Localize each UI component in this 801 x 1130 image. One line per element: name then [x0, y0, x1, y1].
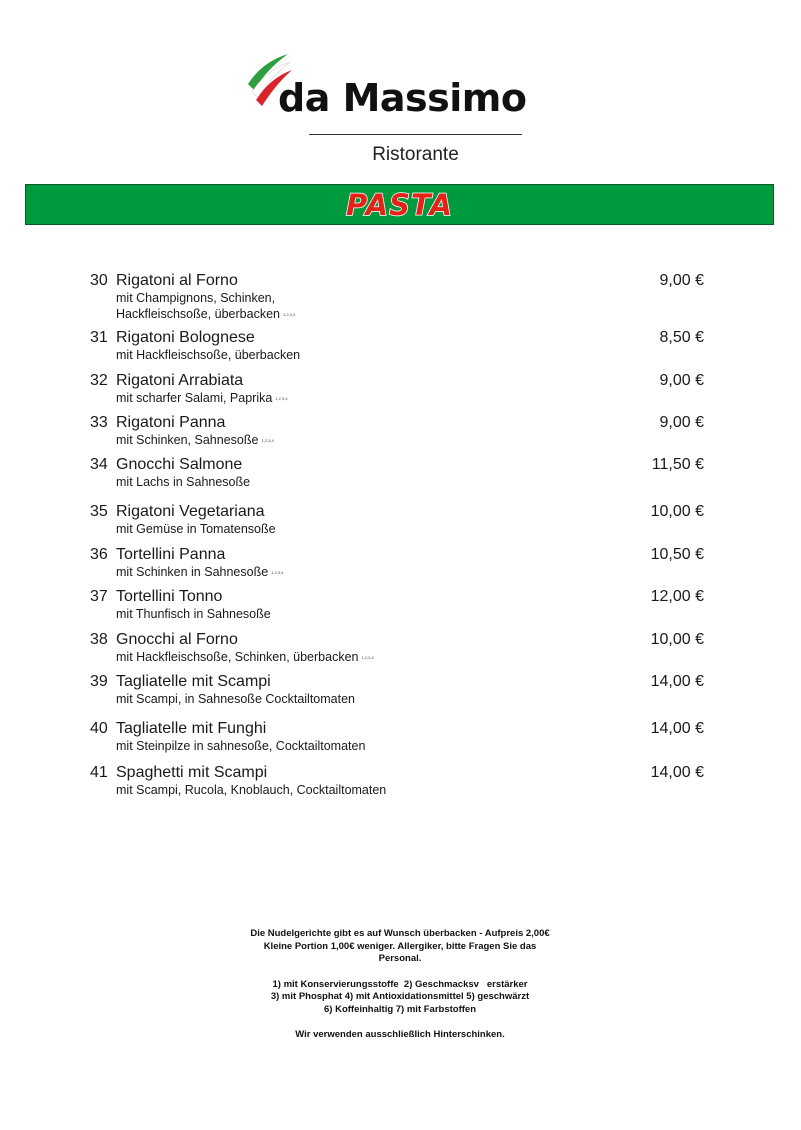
- item-description-line: [116, 738, 365, 754]
- ham-note: Wir verwenden ausschließlich Hinterschinken.: [295, 1029, 505, 1040]
- item-number: 30: [90, 272, 108, 289]
- item-description-line: [116, 432, 274, 449]
- item-description-text: mit Gemüse in Tomatensoße: [116, 522, 276, 536]
- item-description-text: mit scharfer Salami, Paprika: [116, 391, 273, 405]
- pasta-note-line: Die Nudelgerichte gibt es auf Wunsch überbacken - Aufpreis 2,00€: [250, 928, 550, 939]
- item-name: Gnocchi Salmone: [116, 456, 243, 473]
- item-description-line: [116, 306, 295, 323]
- allergen-codes: 1,2,3,4: [275, 396, 288, 401]
- item-description: [116, 649, 374, 666]
- item-name: Tagliatelle mit Scampi: [116, 673, 271, 690]
- additives-legend: [200, 979, 600, 1017]
- item-number: 31: [90, 329, 108, 346]
- pasta-note: [200, 928, 600, 966]
- item-name: Tagliatelle mit Funghi: [116, 720, 267, 737]
- item-price: 9,00 €: [659, 414, 704, 431]
- item-number: 37: [90, 588, 108, 605]
- item-description: [116, 432, 274, 449]
- restaurant-subtitle: Ristorante: [372, 144, 459, 165]
- item-description-line: [116, 782, 386, 798]
- item-description-text: Hackfleischsoße, überbacken: [116, 307, 280, 321]
- item-price: 9,00 €: [659, 272, 704, 289]
- allergen-codes: 1,2,3,4: [271, 570, 284, 575]
- item-price: 14,00 €: [650, 720, 704, 737]
- item-description-line: [116, 564, 283, 581]
- section-banner: [25, 184, 774, 225]
- item-description-text: mit Hackfleischsoße, überbacken: [116, 348, 301, 362]
- allergen-codes: 1,2,3,4: [282, 312, 296, 317]
- pasta-note-line: Personal.: [378, 953, 422, 964]
- item-price: 11,50 €: [651, 456, 704, 473]
- logo-name: da Massimo: [278, 76, 527, 120]
- item-description-text: mit Scampi, in Sahnesoße Cocktailtomaten: [116, 692, 355, 706]
- item-name: Rigatoni Arrabiata: [116, 372, 244, 389]
- item-price: 14,00 €: [650, 764, 704, 781]
- item-price: 10,00 €: [650, 631, 704, 648]
- additives-line: 3) mit Phosphat 4) mit Antioxidationsmittel 5) geschwärzt: [270, 991, 530, 1002]
- additives-line: 6) Koffeinhaltig 7) mit Farbstoffen: [324, 1003, 476, 1015]
- logo-divider: [309, 134, 522, 135]
- item-description: [116, 390, 288, 407]
- item-description-text: mit Thunfisch in Sahnesoße: [116, 607, 271, 621]
- allergen-codes: 1,2,3,4: [261, 438, 274, 443]
- item-description-line: [116, 691, 355, 707]
- item-description-line: [116, 521, 276, 537]
- item-name: Spaghetti mit Scampi: [116, 764, 268, 781]
- item-name: Gnocchi al Forno: [116, 631, 238, 648]
- item-description: [116, 347, 300, 363]
- item-description-text: mit Champignons, Schinken,: [116, 291, 276, 305]
- item-description-line: [116, 606, 271, 622]
- item-price: 10,50 €: [650, 546, 704, 563]
- item-description-line: [116, 390, 288, 407]
- item-number: 33: [90, 414, 108, 431]
- item-description-line: [116, 347, 300, 363]
- item-description: [116, 782, 386, 798]
- allergen-codes: 1,2,3,4: [361, 655, 374, 660]
- item-name: Rigatoni Bolognese: [116, 329, 255, 346]
- item-name: Rigatoni al Forno: [116, 272, 238, 289]
- item-number: 41: [90, 764, 108, 781]
- restaurant-logo: [244, 50, 564, 130]
- item-description: [116, 691, 355, 707]
- item-number: 34: [90, 456, 108, 473]
- item-name: Rigatoni Panna: [116, 414, 226, 431]
- item-number: 32: [90, 372, 108, 389]
- item-description-text: mit Hackfleischsoße, Schinken, überbacken: [116, 650, 359, 664]
- item-description-text: mit Steinpilze in sahnesoße, Cocktailtomaten: [116, 739, 366, 753]
- item-name: Rigatoni Vegetariana: [116, 503, 265, 520]
- footer-notes: [200, 928, 600, 1055]
- section-title: PASTA: [346, 188, 453, 222]
- item-number: 38: [90, 631, 108, 648]
- item-price: 12,00 €: [650, 588, 704, 605]
- item-price: 14,00 €: [650, 673, 704, 690]
- item-description-text: mit Schinken in Sahnesoße: [116, 565, 269, 579]
- item-description-text: mit Schinken, Sahnesoße: [116, 433, 259, 447]
- item-description: [116, 474, 250, 490]
- additives-line: 1) mit Konservierungsstoffe 2) Geschmacksv erstärker: [272, 978, 528, 990]
- item-number: 39: [90, 673, 108, 690]
- item-description-text: mit Lachs in Sahnesoße: [116, 475, 251, 489]
- item-price: 10,00 €: [650, 503, 704, 520]
- item-number: 40: [90, 720, 108, 737]
- item-description-text: mit Scampi, Rucola, Knoblauch, Cocktailtomaten: [116, 783, 387, 797]
- pasta-note-line: Kleine Portion 1,00€ weniger. Allergiker, bitte Fragen Sie das: [263, 940, 537, 952]
- item-description-line: [116, 474, 250, 490]
- item-price: 8,50 €: [659, 329, 704, 346]
- item-description: [116, 606, 271, 622]
- item-description: [116, 564, 283, 581]
- item-number: 36: [90, 546, 108, 563]
- item-price: 9,00 €: [659, 372, 704, 389]
- item-name: Tortellini Panna: [116, 546, 226, 563]
- item-description-line: [116, 290, 295, 306]
- item-description: [116, 290, 295, 323]
- item-name: Tortellini Tonno: [116, 588, 223, 605]
- item-number: 35: [90, 503, 108, 520]
- item-description: [116, 738, 365, 754]
- item-description: [116, 521, 276, 537]
- item-description-line: [116, 649, 374, 666]
